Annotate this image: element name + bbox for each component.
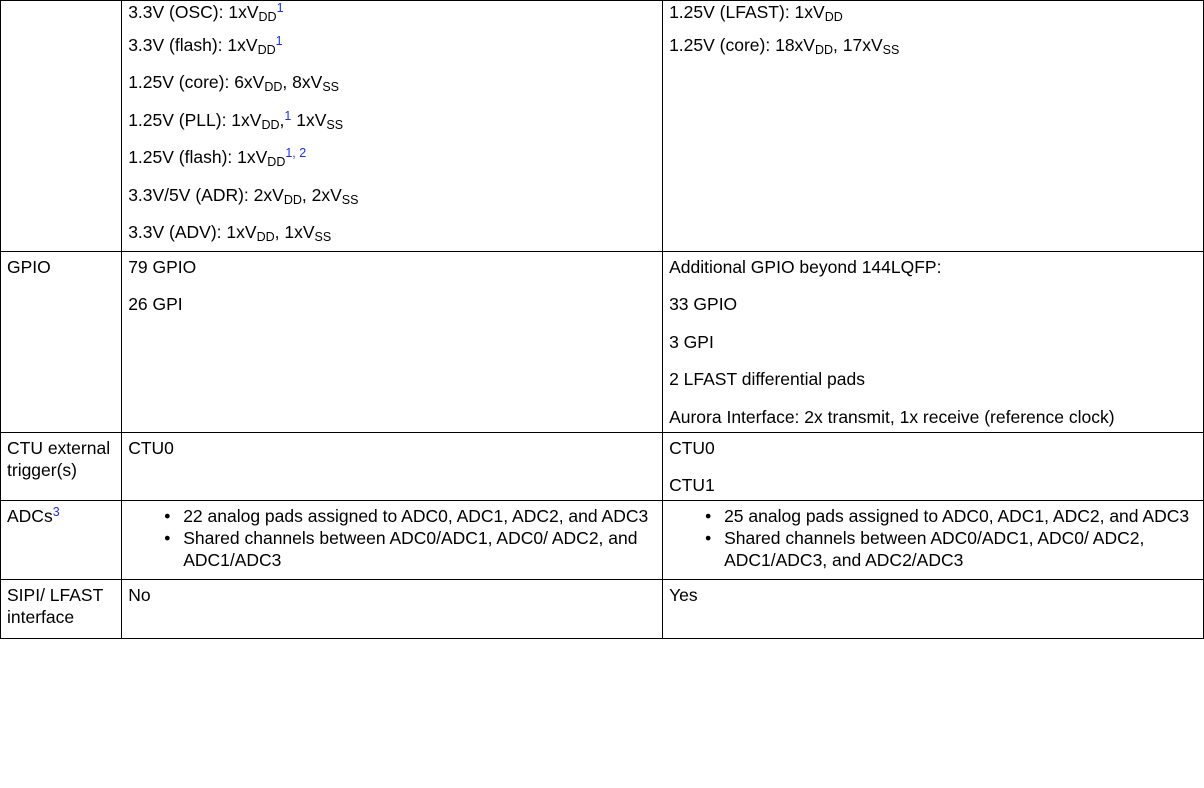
gpio-line: 79 GPIO bbox=[128, 256, 197, 277]
list-item: • Shared channels between ADC0/ADC1, ADC0/ ADC2, ADC1/ADC3, and ADC2/ADC3 bbox=[669, 527, 1197, 571]
sipi-col1: No bbox=[122, 579, 663, 638]
adc-col1 bbox=[122, 500, 663, 579]
row-label-adc: ADCs$^3$ bbox=[1, 500, 122, 579]
ctu-line: CTU0 bbox=[128, 437, 174, 458]
row-label-gpio: GPIO bbox=[1, 251, 122, 432]
power-line: 3.3V/5V (ADR): $2xV_{DD}$, $2xV_{SS}$ bbox=[128, 184, 359, 207]
gpio-col1 bbox=[122, 251, 663, 432]
power-line: 1.25V (core): $6xV_{DD}$, $8xV_{SS}$ bbox=[128, 72, 339, 95]
adc-list bbox=[128, 505, 656, 571]
gpio-col2 bbox=[663, 251, 1204, 432]
adc-list bbox=[669, 505, 1197, 571]
power-col2 bbox=[663, 1, 1204, 252]
power-line: 1.25V (core): $18xV_{DD}$, $17xV_{SS}$ bbox=[669, 35, 900, 57]
list-item: • 25 analog pads assigned to ADC0, ADC1, ADC2, and ADC3 bbox=[669, 505, 1197, 527]
ctu-line: CTU1 bbox=[669, 474, 715, 495]
row-label-ctu: CTU external trigger(s) bbox=[1, 432, 122, 500]
gpio-line: 26 GPI bbox=[128, 294, 183, 315]
ctu-col2 bbox=[663, 432, 1204, 500]
adc-col2 bbox=[663, 500, 1204, 579]
power-line: 1.25V (flash): $1xV_{DD}^{1, 2}$ bbox=[128, 146, 307, 170]
power-line: 3.3V (ADV): $1xV_{DD}$, $1xV_{SS}$ bbox=[128, 221, 332, 244]
table-row-ctu bbox=[1, 432, 1204, 500]
gpio-line: Aurora Interface: 2x transmit, 1x receive (reference clock) bbox=[669, 406, 1115, 427]
power-col1 bbox=[122, 1, 663, 252]
row-label-sipi: SIPI/ LFAST interface bbox=[1, 579, 122, 638]
table-row-gpio bbox=[1, 251, 1204, 432]
gpio-line: 33 GPIO bbox=[669, 294, 738, 315]
gpio-line: 3 GPI bbox=[669, 331, 714, 352]
list-item: • 22 analog pads assigned to ADC0, ADC1, ADC2, and ADC3 bbox=[128, 505, 656, 527]
ctu-col1 bbox=[122, 432, 663, 500]
power-line: 1.25V (LFAST): $1xV_{DD}$ bbox=[669, 2, 843, 24]
power-line: 1.25V (PLL): $1xV_{DD},^1$ $1xV_{SS}$ bbox=[128, 108, 344, 132]
row-label-empty bbox=[1, 1, 122, 252]
power-line: 3.3V (OSC): $1xV_{DD}^1$ bbox=[128, 1, 284, 24]
ctu-line: CTU0 bbox=[669, 437, 715, 458]
table-row-power bbox=[1, 1, 1204, 252]
gpio-line: 2 LFAST differential pads bbox=[669, 369, 865, 390]
list-item: • Shared channels between ADC0/ADC1, ADC0/ ADC2, and ADC1/ADC3 bbox=[128, 527, 656, 571]
sipi-col2: Yes bbox=[663, 579, 1204, 638]
table-row-sipi bbox=[1, 579, 1204, 638]
gpio-line: Additional GPIO beyond 144LQFP: bbox=[669, 256, 942, 277]
power-line: 3.3V (flash): $1xV_{DD}^1$ bbox=[128, 34, 283, 57]
table-row-adc bbox=[1, 500, 1204, 579]
